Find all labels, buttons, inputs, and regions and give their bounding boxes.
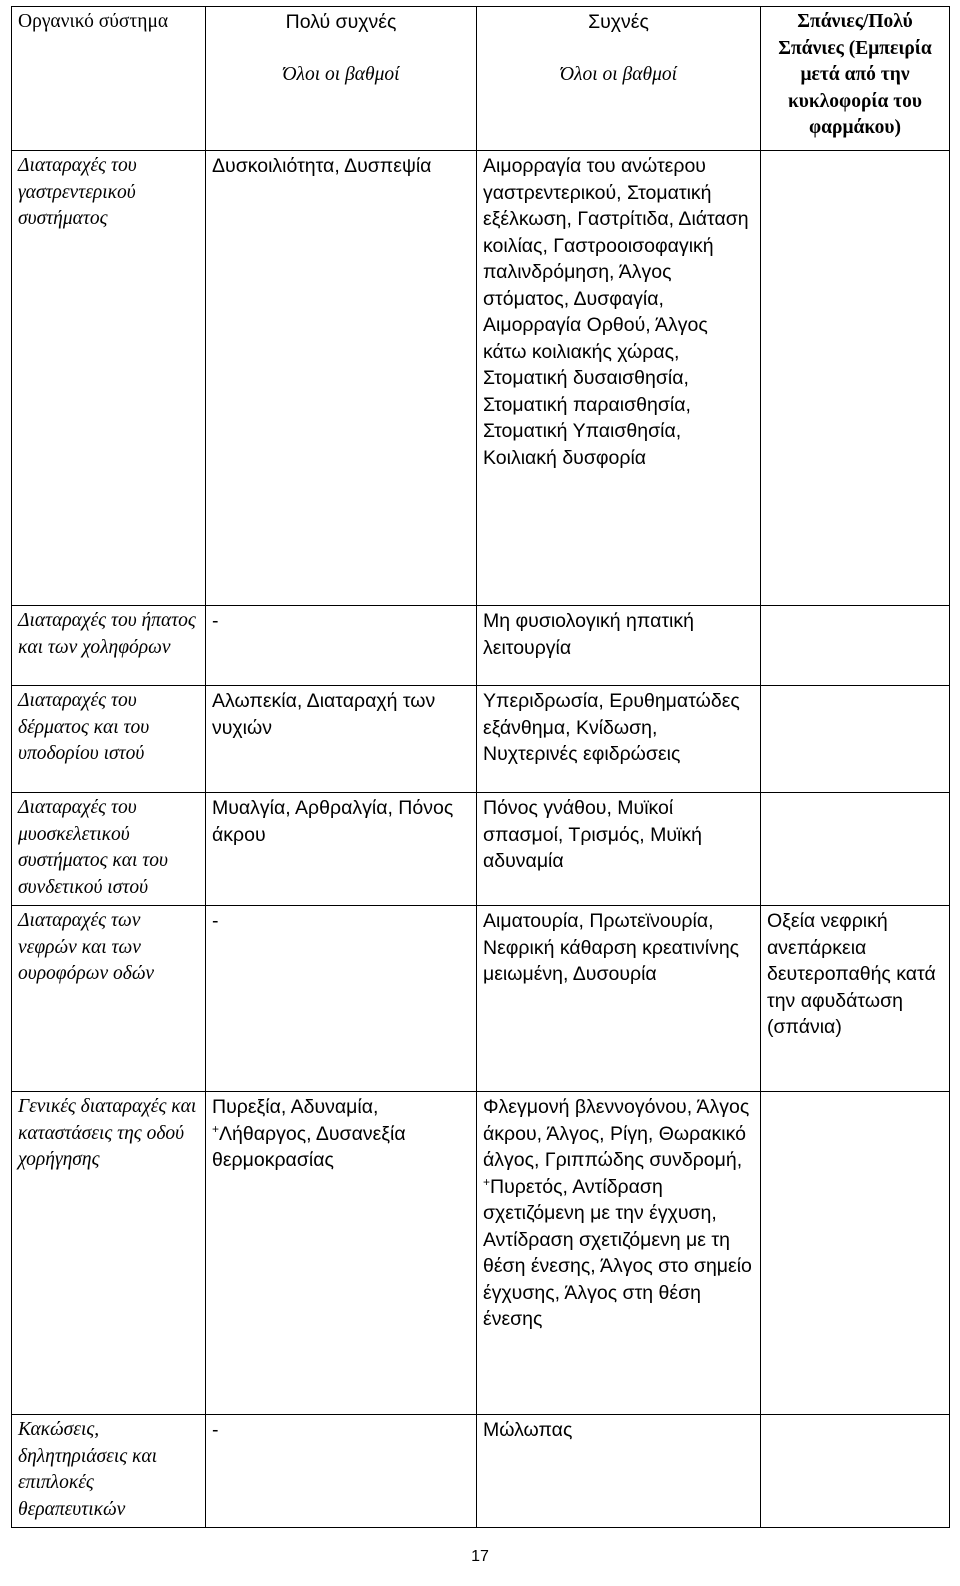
- organ-cell: Διαταραχές του δέρματος και του υποδορίου ιστού: [12, 686, 206, 793]
- rare-cell: Οξεία νεφρική ανεπάρκεια δευτεροπαθής κατά την αφυδάτωση (σπάνια): [761, 906, 950, 1092]
- rare-cell: [761, 151, 950, 606]
- common-cell: Αιμορραγία του ανώτερου γαστρεντερικού, Στοματική εξέλκωση, Γαστρίτιδα, Διάταση κοιλίας, Γαστροοισοφαγική παλινδρόμηση, Άλγος στόματος, Δυσφαγία, Αιμορραγία Ορθού, Άλγος κάτω κοιλιακής χώρας, Στοματική δυσαισθησία, Στοματική παραισθησία, Στοματική Υπαισθησία, Κοιλιακή δυσφορία: [477, 151, 761, 606]
- table-row-musculoskeletal: [12, 793, 950, 906]
- rare-cell: [761, 1092, 950, 1415]
- very-common-cell: Πυρεξία, Αδυναμία, +Λήθαργος, Δυσανεξία θερμοκρασίας: [206, 1092, 477, 1415]
- header-very-common-grades: Όλοι οι βαθμοί: [282, 63, 400, 85]
- header-very-common: Πολύ συχνές Όλοι οι βαθμοί: [206, 7, 477, 151]
- very-common-cell: Μυαλγία, Αρθραλγία, Πόνος άκρου: [206, 793, 477, 906]
- table-row-renal: [12, 906, 950, 1092]
- header-common: Συχνές Όλοι οι βαθμοί: [477, 7, 761, 151]
- very-common-cell: -: [206, 1415, 477, 1528]
- header-organ-system: Οργανικό σύστημα: [12, 7, 206, 151]
- table-row-general: [12, 1092, 950, 1415]
- organ-cell: Διαταραχές των νεφρών και των ουροφόρων οδών: [12, 906, 206, 1092]
- table-row-skin: [12, 686, 950, 793]
- header-rare: Σπάνιες/Πολύ Σπάνιες (Εμπειρία μετά από την κυκλοφορία του φαρμάκου): [761, 7, 950, 151]
- page-number: 17: [471, 1548, 489, 1565]
- very-common-cell: Δυσκοιλιότητα, Δυσπεψία: [206, 151, 477, 606]
- adverse-reactions-table: [11, 6, 950, 1528]
- header-row: [12, 7, 950, 151]
- organ-cell: Διαταραχές του μυοσκελετικού συστήματος και του συνδετικού ιστού: [12, 793, 206, 906]
- very-common-cell: Αλωπεκία, Διαταραχή των νυχιών: [206, 686, 477, 793]
- rare-cell: [761, 1415, 950, 1528]
- organ-cell: Γενικές διαταραχές και καταστάσεις της οδού χορήγησης: [12, 1092, 206, 1415]
- table-row-gastrointestinal: [12, 151, 950, 606]
- common-cell: Αιματουρία, Πρωτεϊνουρία, Νεφρική κάθαρση κρεατινίνης μειωμένη, Δυσουρία: [477, 906, 761, 1092]
- rare-cell: [761, 686, 950, 793]
- common-cell: Υπεριδρωσία, Ερυθηματώδες εξάνθημα, Κνίδωση, Νυχτερινές εφιδρώσεις: [477, 686, 761, 793]
- rare-cell: [761, 606, 950, 686]
- very-common-cell: -: [206, 606, 477, 686]
- marker-sup: +: [483, 1174, 491, 1189]
- table-row-hepatobiliary: [12, 606, 950, 686]
- organ-cell: Κακώσεις, δηλητηριάσεις και επιπλοκές θεραπευτικών: [12, 1415, 206, 1528]
- common-cell: Φλεγμονή βλεννογόνου, Άλγος άκρου, Άλγος, Ρίγη, Θωρακικό άλγος, Γριππώδης συνδρομή, +Πυρετός, Αντίδραση σχετιζόμενη με την έγχυση, Αντίδραση σχετιζόμενη με τη θέση ένεσης, Άλγος στο σημείο έγχυσης, Άλγος στη θέση ένεσης: [477, 1092, 761, 1415]
- common-cell: Μη φυσιολογική ηπατική λειτουργία: [477, 606, 761, 686]
- table-row-injury: [12, 1415, 950, 1528]
- organ-cell: Διαταραχές του ήπατος και των χοληφόρων: [12, 606, 206, 686]
- marker-sup: +: [212, 1121, 220, 1136]
- rare-cell: [761, 793, 950, 906]
- organ-cell: Διαταραχές του γαστρεντερικού συστήματος: [12, 151, 206, 606]
- common-cell: Μώλωπας: [477, 1415, 761, 1528]
- common-cell: Πόνος γνάθου, Μυϊκοί σπασμοί, Τρισμός, Μυϊκή αδυναμία: [477, 793, 761, 906]
- header-common-grades: Όλοι οι βαθμοί: [559, 63, 678, 85]
- very-common-cell: -: [206, 906, 477, 1092]
